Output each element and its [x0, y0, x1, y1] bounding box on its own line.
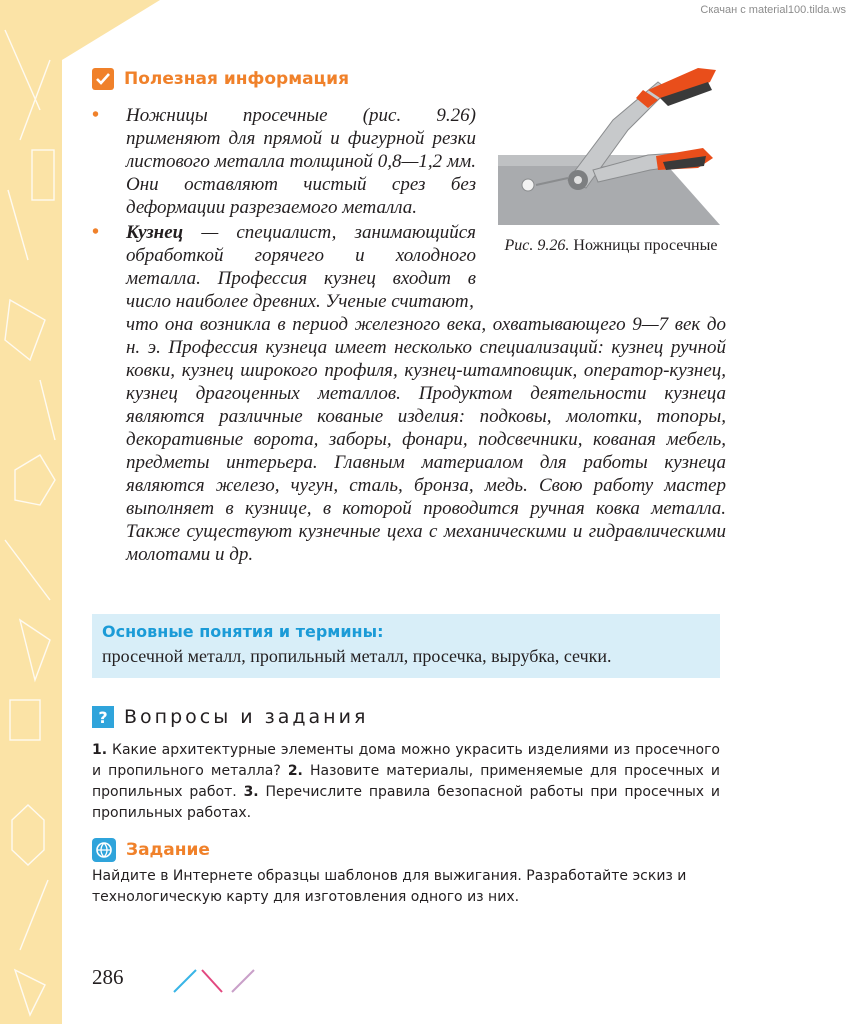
- task-text: Найдите в Интернете образцы шаблонов для выжигания. Разработайте эскиз и технологическую карту для изготовления одного из них.: [92, 868, 687, 905]
- figure-label: Рис. 9.26.: [504, 237, 570, 254]
- decorative-side-strip: [0, 0, 62, 1024]
- questions-header: [92, 706, 368, 728]
- info-header: [92, 68, 349, 90]
- blacksmith-term: Кузнец: [126, 222, 184, 243]
- key-terms-box: [92, 614, 720, 678]
- info-title: Полезная информация: [124, 69, 349, 89]
- blacksmith-text: что она возникла в период железного века, охватывающего 9—7 век до н. э. Профессия кузнеца имеет несколько специализаций: кузнец ручной ковки, кузнец широкого профиля, кузнец-штамповщик, оператор-кузнец, кузнец драгоценных металлов. Продуктом деятельности кузнеца являются различные кованые изделия: подковы, молотки, топоры, декоративные ворота, заборы, фонари, подсвечники, кованая мебель, предметы интерьера. Главным материалом для работы кузнеца являются железо, чугун, сталь, бронза, медь. Свою работу мастер выполняет в кузнице, в которой проводится ручная ковка металла. Также существуют кузнечные цеха с механическими и гидравлическими молотами и др.: [126, 314, 726, 565]
- key-terms-text: просечной металл, пропильный металл, просечка, вырубка, сечки.: [102, 646, 612, 666]
- figure-caption: [500, 236, 722, 256]
- questions-title: Вопросы и задания: [124, 706, 369, 728]
- info-item-blacksmith: [92, 221, 732, 566]
- key-terms-title: Основные понятия и термины:: [102, 622, 384, 641]
- figure-caption-text: Ножницы просечные: [573, 237, 718, 254]
- blacksmith-intro: Кузнец — специалист, занимающийся обработкой горячего и холодного металла. Профессия кузнец входит в число наиболее древних. Ученые считают,: [126, 222, 476, 312]
- bullet-icon: •: [92, 104, 100, 126]
- watermark: Скачан с material100.tilda.ws: [700, 4, 846, 16]
- task-header: [92, 838, 210, 862]
- info-item-text: Ножницы просечные (рис. 9.26) применяют для прямой и фигурной резки листового металла толщиной 0,8—1,2 мм. Они оставляют чистый срез без деформации разрезаемого металла.: [126, 105, 476, 218]
- task-title: Задание: [126, 840, 210, 860]
- checkmark-icon: [92, 68, 114, 90]
- nibbler-scissors-illustration: [498, 60, 720, 225]
- bullet-icon: •: [92, 221, 100, 243]
- page-number: 286: [92, 965, 124, 989]
- corner-decoration-icon: [0, 0, 160, 60]
- footer-lines-icon: [170, 968, 260, 994]
- globe-icon: [92, 838, 116, 862]
- question-icon: ?: [92, 706, 114, 728]
- strip-pattern-icon: [0, 0, 62, 1024]
- questions-text: 1. Какие архитектурные элементы дома можно украсить изделиями из просечного и пропильного металла? 2. Назовите материалы, применяемые для просечных и пропильных работ. 3. Перечислите правила безопасной работы при просечных и пропильных работах.: [92, 742, 720, 821]
